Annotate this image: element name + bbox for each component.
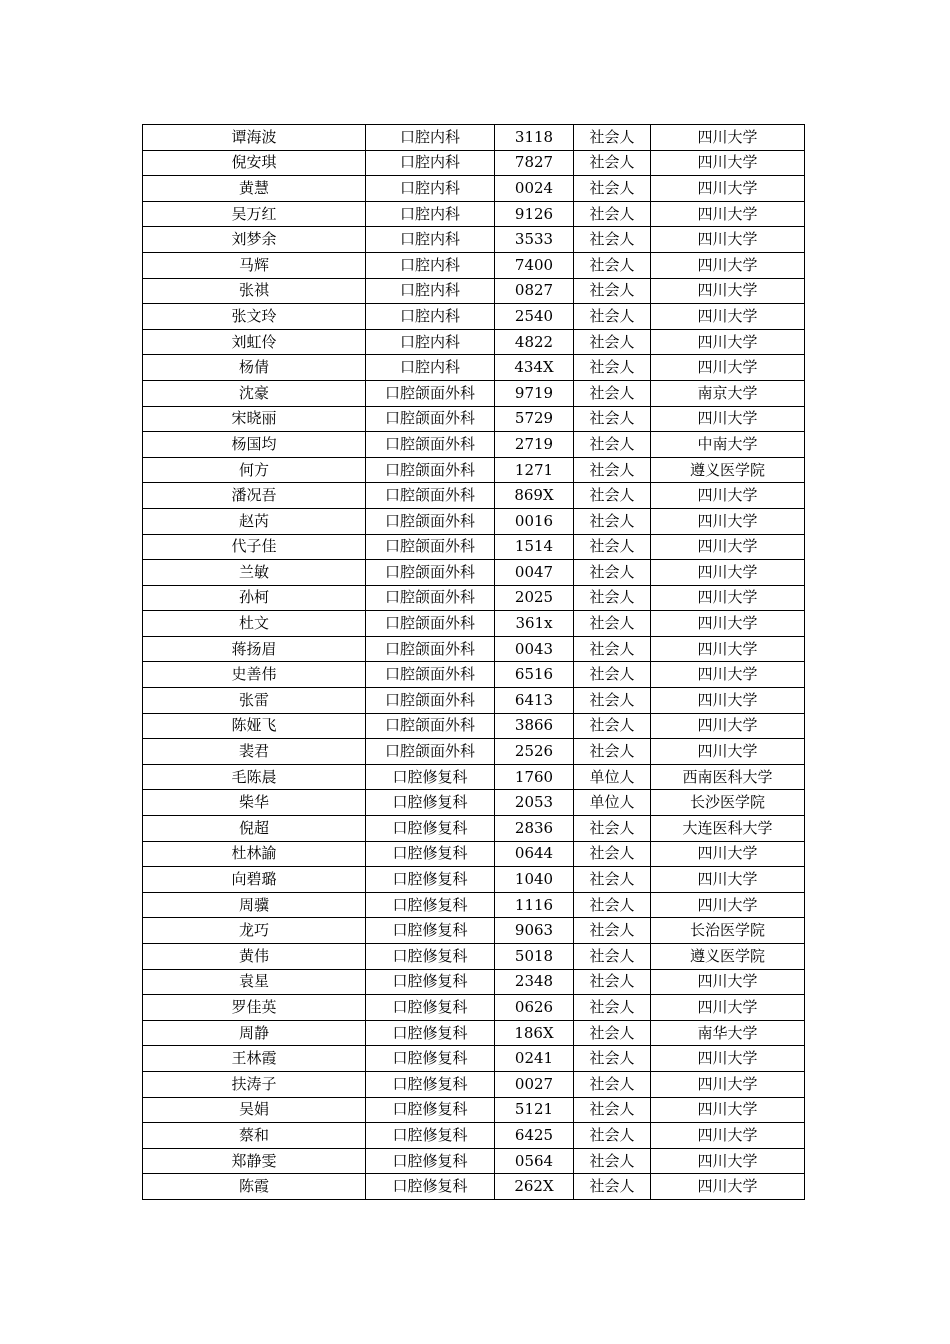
school-cell: 四川大学	[651, 636, 805, 662]
table-row	[143, 944, 805, 970]
id-suffix-cell: 0564	[495, 1148, 574, 1174]
table-row	[143, 1097, 805, 1123]
school-cell: 四川大学	[651, 713, 805, 739]
candidate-type-cell: 社会人	[574, 585, 651, 611]
department-cell: 口腔内科	[366, 278, 495, 304]
department-cell: 口腔内科	[366, 355, 495, 381]
table-row	[143, 892, 805, 918]
name-cell: 罗佳英	[143, 995, 366, 1021]
candidate-type-cell: 社会人	[574, 816, 651, 842]
name-cell: 杜文	[143, 611, 366, 637]
school-cell: 四川大学	[651, 867, 805, 893]
school-cell: 四川大学	[651, 560, 805, 586]
table-row	[143, 508, 805, 534]
candidate-type-cell: 社会人	[574, 150, 651, 176]
school-cell: 四川大学	[651, 1123, 805, 1149]
id-suffix-cell: 2053	[495, 790, 574, 816]
table-row	[143, 841, 805, 867]
table-row	[143, 969, 805, 995]
department-cell: 口腔颌面外科	[366, 457, 495, 483]
candidate-type-cell: 社会人	[574, 739, 651, 765]
roster-table-body	[143, 125, 805, 1200]
name-cell: 孙柯	[143, 585, 366, 611]
department-cell: 口腔内科	[366, 176, 495, 202]
id-suffix-cell: 1040	[495, 867, 574, 893]
id-suffix-cell: 6425	[495, 1123, 574, 1149]
department-cell: 口腔修复科	[366, 1123, 495, 1149]
name-cell: 倪安琪	[143, 150, 366, 176]
candidate-type-cell: 社会人	[574, 1123, 651, 1149]
name-cell: 刘虹伶	[143, 329, 366, 355]
id-suffix-cell: 3533	[495, 227, 574, 253]
name-cell: 马辉	[143, 252, 366, 278]
department-cell: 口腔内科	[366, 150, 495, 176]
department-cell: 口腔颌面外科	[366, 432, 495, 458]
department-cell: 口腔颌面外科	[366, 508, 495, 534]
department-cell: 口腔颌面外科	[366, 636, 495, 662]
id-suffix-cell: 434X	[495, 355, 574, 381]
school-cell: 四川大学	[651, 252, 805, 278]
id-suffix-cell: 5121	[495, 1097, 574, 1123]
id-suffix-cell: 0047	[495, 560, 574, 586]
school-cell: 四川大学	[651, 892, 805, 918]
roster-table	[142, 124, 805, 1200]
school-cell: 四川大学	[651, 483, 805, 509]
name-cell: 王林霞	[143, 1046, 366, 1072]
school-cell: 四川大学	[651, 406, 805, 432]
id-suffix-cell: 1514	[495, 534, 574, 560]
school-cell: 四川大学	[651, 611, 805, 637]
department-cell: 口腔修复科	[366, 944, 495, 970]
table-row	[143, 457, 805, 483]
school-cell: 遵义医学院	[651, 944, 805, 970]
table-row	[143, 1148, 805, 1174]
id-suffix-cell: 2540	[495, 304, 574, 330]
table-row	[143, 483, 805, 509]
table-row	[143, 995, 805, 1021]
department-cell: 口腔修复科	[366, 790, 495, 816]
school-cell: 四川大学	[651, 1148, 805, 1174]
candidate-type-cell: 社会人	[574, 457, 651, 483]
candidate-type-cell: 社会人	[574, 995, 651, 1021]
candidate-type-cell: 社会人	[574, 1071, 651, 1097]
school-cell: 四川大学	[651, 1174, 805, 1200]
id-suffix-cell: 186X	[495, 1020, 574, 1046]
department-cell: 口腔修复科	[366, 995, 495, 1021]
candidate-type-cell: 单位人	[574, 764, 651, 790]
name-cell: 谭海波	[143, 125, 366, 151]
school-cell: 四川大学	[651, 125, 805, 151]
id-suffix-cell: 9063	[495, 918, 574, 944]
candidate-type-cell: 社会人	[574, 380, 651, 406]
department-cell: 口腔颌面外科	[366, 380, 495, 406]
table-row	[143, 278, 805, 304]
id-suffix-cell: 9126	[495, 201, 574, 227]
department-cell: 口腔修复科	[366, 918, 495, 944]
id-suffix-cell: 2836	[495, 816, 574, 842]
id-suffix-cell: 0626	[495, 995, 574, 1021]
id-suffix-cell: 5018	[495, 944, 574, 970]
candidate-type-cell: 社会人	[574, 1020, 651, 1046]
name-cell: 郑静雯	[143, 1148, 366, 1174]
name-cell: 黄伟	[143, 944, 366, 970]
id-suffix-cell: 0024	[495, 176, 574, 202]
school-cell: 四川大学	[651, 662, 805, 688]
candidate-type-cell: 社会人	[574, 1097, 651, 1123]
candidate-type-cell: 社会人	[574, 1174, 651, 1200]
candidate-type-cell: 社会人	[574, 1046, 651, 1072]
id-suffix-cell: 0016	[495, 508, 574, 534]
candidate-type-cell: 社会人	[574, 713, 651, 739]
school-cell: 四川大学	[651, 355, 805, 381]
department-cell: 口腔颌面外科	[366, 560, 495, 586]
candidate-type-cell: 社会人	[574, 969, 651, 995]
name-cell: 张祺	[143, 278, 366, 304]
school-cell: 四川大学	[651, 304, 805, 330]
name-cell: 吴万红	[143, 201, 366, 227]
name-cell: 沈豪	[143, 380, 366, 406]
table-row	[143, 918, 805, 944]
name-cell: 倪超	[143, 816, 366, 842]
candidate-type-cell: 单位人	[574, 790, 651, 816]
name-cell: 周静	[143, 1020, 366, 1046]
school-cell: 南华大学	[651, 1020, 805, 1046]
candidate-type-cell: 社会人	[574, 636, 651, 662]
id-suffix-cell: 0241	[495, 1046, 574, 1072]
candidate-type-cell: 社会人	[574, 1148, 651, 1174]
department-cell: 口腔修复科	[366, 816, 495, 842]
name-cell: 兰敏	[143, 560, 366, 586]
candidate-type-cell: 社会人	[574, 688, 651, 714]
department-cell: 口腔内科	[366, 329, 495, 355]
id-suffix-cell: 6516	[495, 662, 574, 688]
name-cell: 裴君	[143, 739, 366, 765]
department-cell: 口腔颌面外科	[366, 534, 495, 560]
department-cell: 口腔颌面外科	[366, 483, 495, 509]
id-suffix-cell: 5729	[495, 406, 574, 432]
table-row	[143, 252, 805, 278]
school-cell: 四川大学	[651, 176, 805, 202]
school-cell: 四川大学	[651, 585, 805, 611]
id-suffix-cell: 1116	[495, 892, 574, 918]
table-row	[143, 764, 805, 790]
school-cell: 四川大学	[651, 841, 805, 867]
school-cell: 四川大学	[651, 969, 805, 995]
table-row	[143, 406, 805, 432]
id-suffix-cell: 2348	[495, 969, 574, 995]
department-cell: 口腔颌面外科	[366, 662, 495, 688]
school-cell: 四川大学	[651, 1071, 805, 1097]
school-cell: 四川大学	[651, 1097, 805, 1123]
department-cell: 口腔修复科	[366, 1148, 495, 1174]
table-row	[143, 534, 805, 560]
candidate-type-cell: 社会人	[574, 867, 651, 893]
school-cell: 四川大学	[651, 534, 805, 560]
id-suffix-cell: 6413	[495, 688, 574, 714]
table-row	[143, 867, 805, 893]
school-cell: 中南大学	[651, 432, 805, 458]
department-cell: 口腔内科	[366, 227, 495, 253]
school-cell: 南京大学	[651, 380, 805, 406]
department-cell: 口腔修复科	[366, 1046, 495, 1072]
id-suffix-cell: 3118	[495, 125, 574, 151]
candidate-type-cell: 社会人	[574, 432, 651, 458]
department-cell: 口腔修复科	[366, 841, 495, 867]
id-suffix-cell: 1271	[495, 457, 574, 483]
id-suffix-cell: 7827	[495, 150, 574, 176]
id-suffix-cell: 0043	[495, 636, 574, 662]
table-row	[143, 227, 805, 253]
candidate-type-cell: 社会人	[574, 355, 651, 381]
name-cell: 蔡和	[143, 1123, 366, 1149]
department-cell: 口腔修复科	[366, 969, 495, 995]
name-cell: 黄慧	[143, 176, 366, 202]
table-row	[143, 201, 805, 227]
id-suffix-cell: 869X	[495, 483, 574, 509]
candidate-type-cell: 社会人	[574, 560, 651, 586]
name-cell: 扶涛子	[143, 1071, 366, 1097]
department-cell: 口腔修复科	[366, 1071, 495, 1097]
table-row	[143, 380, 805, 406]
candidate-type-cell: 社会人	[574, 918, 651, 944]
candidate-type-cell: 社会人	[574, 662, 651, 688]
candidate-type-cell: 社会人	[574, 508, 651, 534]
name-cell: 刘梦余	[143, 227, 366, 253]
name-cell: 毛陈晨	[143, 764, 366, 790]
school-cell: 四川大学	[651, 329, 805, 355]
table-row	[143, 739, 805, 765]
table-row	[143, 1046, 805, 1072]
candidate-type-cell: 社会人	[574, 176, 651, 202]
name-cell: 陈霞	[143, 1174, 366, 1200]
id-suffix-cell: 4822	[495, 329, 574, 355]
school-cell: 西南医科大学	[651, 764, 805, 790]
table-row	[143, 150, 805, 176]
name-cell: 代子佳	[143, 534, 366, 560]
school-cell: 大连医科大学	[651, 816, 805, 842]
table-row	[143, 1174, 805, 1200]
table-row	[143, 125, 805, 151]
name-cell: 柴华	[143, 790, 366, 816]
table-row	[143, 304, 805, 330]
name-cell: 龙巧	[143, 918, 366, 944]
name-cell: 杨国均	[143, 432, 366, 458]
department-cell: 口腔内科	[366, 304, 495, 330]
id-suffix-cell: 0027	[495, 1071, 574, 1097]
name-cell: 蒋扬眉	[143, 636, 366, 662]
table-row	[143, 790, 805, 816]
department-cell: 口腔修复科	[366, 1097, 495, 1123]
school-cell: 四川大学	[651, 150, 805, 176]
table-row	[143, 585, 805, 611]
department-cell: 口腔修复科	[366, 1020, 495, 1046]
candidate-type-cell: 社会人	[574, 201, 651, 227]
table-row	[143, 560, 805, 586]
department-cell: 口腔修复科	[366, 764, 495, 790]
table-row	[143, 1123, 805, 1149]
school-cell: 长治医学院	[651, 918, 805, 944]
name-cell: 杜林諭	[143, 841, 366, 867]
table-row	[143, 636, 805, 662]
id-suffix-cell: 1760	[495, 764, 574, 790]
department-cell: 口腔修复科	[366, 1174, 495, 1200]
name-cell: 杨倩	[143, 355, 366, 381]
candidate-type-cell: 社会人	[574, 252, 651, 278]
school-cell: 四川大学	[651, 201, 805, 227]
department-cell: 口腔修复科	[366, 867, 495, 893]
table-row	[143, 816, 805, 842]
table-row	[143, 1020, 805, 1046]
table-row	[143, 1071, 805, 1097]
candidate-type-cell: 社会人	[574, 534, 651, 560]
department-cell: 口腔颌面外科	[366, 585, 495, 611]
school-cell: 四川大学	[651, 278, 805, 304]
name-cell: 宋晓丽	[143, 406, 366, 432]
department-cell: 口腔内科	[366, 252, 495, 278]
name-cell: 吴娟	[143, 1097, 366, 1123]
department-cell: 口腔颌面外科	[366, 713, 495, 739]
name-cell: 潘况吾	[143, 483, 366, 509]
name-cell: 何方	[143, 457, 366, 483]
department-cell: 口腔颌面外科	[366, 406, 495, 432]
id-suffix-cell: 0827	[495, 278, 574, 304]
candidate-type-cell: 社会人	[574, 304, 651, 330]
table-row	[143, 611, 805, 637]
department-cell: 口腔颌面外科	[366, 739, 495, 765]
name-cell: 向碧璐	[143, 867, 366, 893]
school-cell: 四川大学	[651, 227, 805, 253]
name-cell: 张雷	[143, 688, 366, 714]
id-suffix-cell: 361x	[495, 611, 574, 637]
department-cell: 口腔内科	[366, 125, 495, 151]
name-cell: 陈娅飞	[143, 713, 366, 739]
table-row	[143, 432, 805, 458]
id-suffix-cell: 262X	[495, 1174, 574, 1200]
name-cell: 周骥	[143, 892, 366, 918]
candidate-type-cell: 社会人	[574, 406, 651, 432]
department-cell: 口腔颌面外科	[366, 611, 495, 637]
id-suffix-cell: 2526	[495, 739, 574, 765]
school-cell: 长沙医学院	[651, 790, 805, 816]
table-row	[143, 662, 805, 688]
candidate-type-cell: 社会人	[574, 483, 651, 509]
name-cell: 袁星	[143, 969, 366, 995]
table-row	[143, 176, 805, 202]
department-cell: 口腔颌面外科	[366, 688, 495, 714]
table-row	[143, 329, 805, 355]
candidate-type-cell: 社会人	[574, 329, 651, 355]
school-cell: 四川大学	[651, 739, 805, 765]
table-row	[143, 355, 805, 381]
table-row	[143, 713, 805, 739]
name-cell: 赵芮	[143, 508, 366, 534]
id-suffix-cell: 7400	[495, 252, 574, 278]
id-suffix-cell: 3866	[495, 713, 574, 739]
candidate-type-cell: 社会人	[574, 841, 651, 867]
candidate-type-cell: 社会人	[574, 125, 651, 151]
school-cell: 四川大学	[651, 1046, 805, 1072]
name-cell: 张文玲	[143, 304, 366, 330]
department-cell: 口腔修复科	[366, 892, 495, 918]
id-suffix-cell: 9719	[495, 380, 574, 406]
school-cell: 遵义医学院	[651, 457, 805, 483]
candidate-type-cell: 社会人	[574, 892, 651, 918]
candidate-type-cell: 社会人	[574, 944, 651, 970]
candidate-type-cell: 社会人	[574, 227, 651, 253]
candidate-type-cell: 社会人	[574, 278, 651, 304]
id-suffix-cell: 2025	[495, 585, 574, 611]
name-cell: 史善伟	[143, 662, 366, 688]
id-suffix-cell: 0644	[495, 841, 574, 867]
school-cell: 四川大学	[651, 688, 805, 714]
candidate-type-cell: 社会人	[574, 611, 651, 637]
table-row	[143, 688, 805, 714]
school-cell: 四川大学	[651, 995, 805, 1021]
school-cell: 四川大学	[651, 508, 805, 534]
department-cell: 口腔内科	[366, 201, 495, 227]
id-suffix-cell: 2719	[495, 432, 574, 458]
